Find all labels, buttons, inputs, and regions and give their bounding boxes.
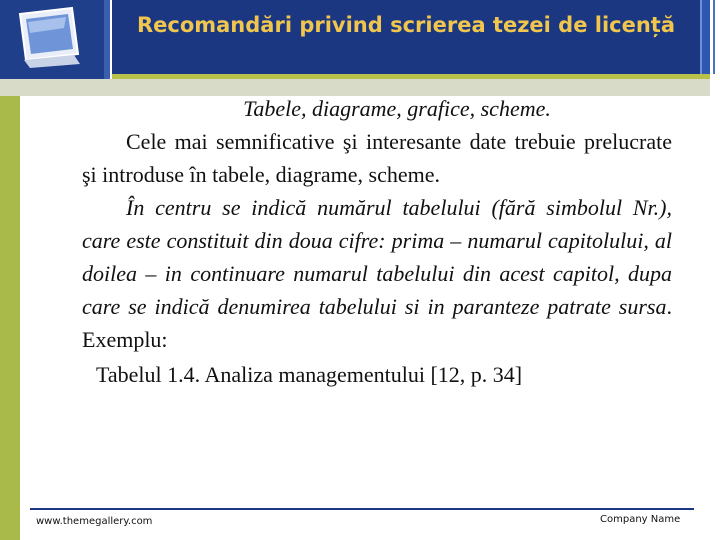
monitor-icon bbox=[14, 6, 84, 68]
table-caption-example: Tabelul 1.4. Analiza managementului [12, p. 34] bbox=[96, 362, 523, 387]
content-subtitle: Tabele, diagrame, grafice, scheme. bbox=[243, 96, 551, 121]
left-accent-stripe bbox=[0, 96, 20, 540]
paragraph-table-rules-italic: În centru se indică numărul tabelului (fără simbolul Nr.), care este constituit din doua cifre: prima – numarul capitolului, al doilea – in continuare numarul tabelului din acest capitol, dupa care se indică denumirea tabelului si in paranteze patrate sursa bbox=[82, 195, 672, 319]
paragraph-table-rules bbox=[82, 191, 672, 356]
header-right-line bbox=[713, 0, 715, 74]
footer-divider bbox=[30, 508, 694, 510]
header-right-bar bbox=[700, 0, 710, 74]
slide-title: Recomandări privind scrierea tezei de licență bbox=[136, 13, 676, 37]
slide-content bbox=[82, 92, 672, 391]
footer-website: www.themegallery.com bbox=[36, 516, 153, 527]
paragraph-table-rules-tail: . Exemplu: bbox=[82, 294, 672, 352]
paragraph-intro: Cele mai semnificative şi interesante date trebuie prelucrate şi introduse în tabele, diagrame, scheme. bbox=[82, 129, 672, 187]
footer-company-name: Company Name bbox=[600, 514, 681, 525]
